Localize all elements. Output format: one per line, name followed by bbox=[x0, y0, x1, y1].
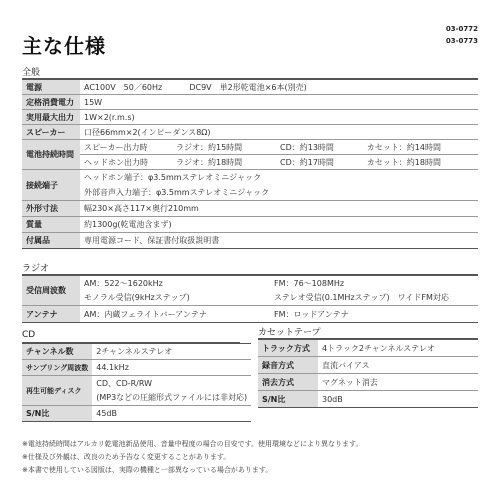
row-label: 接続端子 bbox=[22, 170, 80, 201]
row-value: 2チャンネルステレオ bbox=[92, 344, 251, 360]
fm-frequency: FM：76～108MHz bbox=[274, 278, 345, 288]
row-value: 幅230×高さ117×奥行210mm bbox=[80, 201, 478, 217]
battery-radio: ラジオ：約18時間 bbox=[172, 155, 276, 170]
row-label: 消去方式 bbox=[258, 374, 318, 391]
row-label: S/N比 bbox=[258, 391, 318, 408]
row-label: 定格消費電力 bbox=[22, 95, 80, 110]
disc-note: (MP3などの圧縮形式ファイルには非対応) bbox=[96, 392, 248, 402]
model-number-1: 03-0772 bbox=[445, 25, 478, 33]
row-label: トラック方式 bbox=[258, 340, 318, 357]
radio-spec-table bbox=[22, 275, 478, 323]
battery-cassette: カセット：約18時間 bbox=[363, 155, 478, 170]
table-row bbox=[22, 233, 478, 249]
table-row bbox=[22, 376, 251, 406]
row-value: 15W bbox=[80, 95, 478, 110]
page-title: 主な仕様 bbox=[22, 34, 106, 58]
row-label: 実用最大出力 bbox=[22, 110, 80, 125]
table-row bbox=[22, 110, 478, 125]
power-dc-value: DC9V 単2形乾電池×6本(別売) bbox=[189, 82, 307, 92]
row-value: 直流バイアス bbox=[318, 357, 478, 374]
headphone-terminal: ヘッドホン端子：φ3.5mmステレオミニジャック bbox=[84, 173, 262, 182]
table-row bbox=[22, 80, 478, 95]
section-heading-cassette: カセットテープ bbox=[258, 328, 321, 338]
table-row bbox=[22, 170, 478, 201]
table-row bbox=[22, 217, 478, 233]
section-heading-cd: CD bbox=[22, 330, 36, 340]
table-row bbox=[258, 391, 478, 408]
row-label: サンプリング周波数 bbox=[22, 360, 92, 376]
row-label: チャンネル数 bbox=[22, 344, 92, 360]
row-label: アンテナ bbox=[22, 306, 80, 323]
footnote: ※仕様及び外観は、改良のため予告なく変更することがあります。 bbox=[22, 453, 231, 461]
am-frequency: AM：522～1620kHz bbox=[84, 278, 163, 288]
row-value: 約1300g(乾電池含まず) bbox=[80, 217, 478, 233]
row-label: 質量 bbox=[22, 217, 80, 233]
table-row bbox=[22, 306, 478, 323]
battery-mode: スピーカー出力時 bbox=[80, 140, 172, 155]
table-row bbox=[22, 276, 478, 306]
table-row bbox=[22, 360, 251, 376]
table-row bbox=[22, 125, 478, 140]
am-reception: モノラル受信(9kHzステップ) bbox=[84, 292, 190, 302]
fm-reception: ステレオ受信(0.1MHzステップ) ワイドFM対応 bbox=[274, 292, 449, 302]
row-label: 付属品 bbox=[22, 233, 80, 249]
footnotes bbox=[22, 438, 362, 477]
battery-radio: ラジオ：約15時間 bbox=[172, 140, 276, 155]
row-label: 再生可能ディスク bbox=[22, 376, 92, 406]
row-label: 受信周波数 bbox=[22, 276, 80, 306]
section-heading-general: 全般 bbox=[22, 68, 41, 78]
table-row bbox=[22, 344, 251, 360]
row-value: 専用電源コード、保証書付取扱説明書 bbox=[80, 233, 478, 249]
table-row bbox=[22, 201, 478, 217]
model-number-2: 03-0773 bbox=[445, 37, 478, 45]
row-value: 1W×2(r.m.s) bbox=[80, 110, 478, 125]
battery-mode: ヘッドホン出力時 bbox=[80, 155, 172, 170]
cd-spec-table bbox=[22, 343, 251, 422]
table-row bbox=[22, 95, 478, 110]
power-ac-value: AC100V 50／60Hz bbox=[84, 82, 163, 92]
disc-types: CD、CD-R/RW bbox=[96, 378, 153, 388]
battery-cd: CD：約17時間 bbox=[276, 155, 363, 170]
row-label: S/N比 bbox=[22, 406, 92, 422]
battery-cassette: カセット：約14時間 bbox=[363, 140, 478, 155]
footnote: ※電池持続時間はアルカリ乾電池新品使用、音量中程度の場合の目安です。使用環境などにより異なります。 bbox=[22, 440, 363, 448]
row-value: マグネット消去 bbox=[318, 374, 478, 391]
row-label: 録音方式 bbox=[258, 357, 318, 374]
row-value: 45dB bbox=[92, 406, 251, 422]
battery-cd: CD：約13時間 bbox=[276, 140, 363, 155]
row-label: 外形寸法 bbox=[22, 201, 80, 217]
table-row bbox=[22, 406, 251, 422]
fm-antenna: FM：ロッドアンテナ bbox=[270, 306, 478, 323]
row-value: 4トラック2チャンネルステレオ bbox=[318, 340, 478, 357]
table-row bbox=[258, 357, 478, 374]
footnote: ※本書で使用している図版は、実際の機種と一部異なっている場合があります。 bbox=[22, 466, 273, 474]
am-antenna: AM：内蔵フェライトバーアンテナ bbox=[80, 306, 270, 323]
table-row bbox=[22, 155, 478, 170]
table-row bbox=[22, 140, 478, 155]
row-value: 口径66mm×2(インピーダンス8Ω) bbox=[80, 125, 478, 140]
table-row bbox=[258, 340, 478, 357]
cassette-spec-table bbox=[258, 339, 478, 408]
external-input-terminal: 外部音声入力端子：φ3.5mmステレオミニジャック bbox=[84, 188, 270, 197]
row-label: 電池持続時間 bbox=[22, 140, 80, 170]
general-spec-table bbox=[22, 79, 478, 249]
section-heading-radio: ラジオ bbox=[22, 264, 50, 274]
table-row bbox=[258, 374, 478, 391]
row-label: 電源 bbox=[22, 80, 80, 95]
row-value: 44.1kHz bbox=[92, 360, 251, 376]
row-value: 30dB bbox=[318, 391, 478, 408]
row-label: スピーカー bbox=[22, 125, 80, 140]
